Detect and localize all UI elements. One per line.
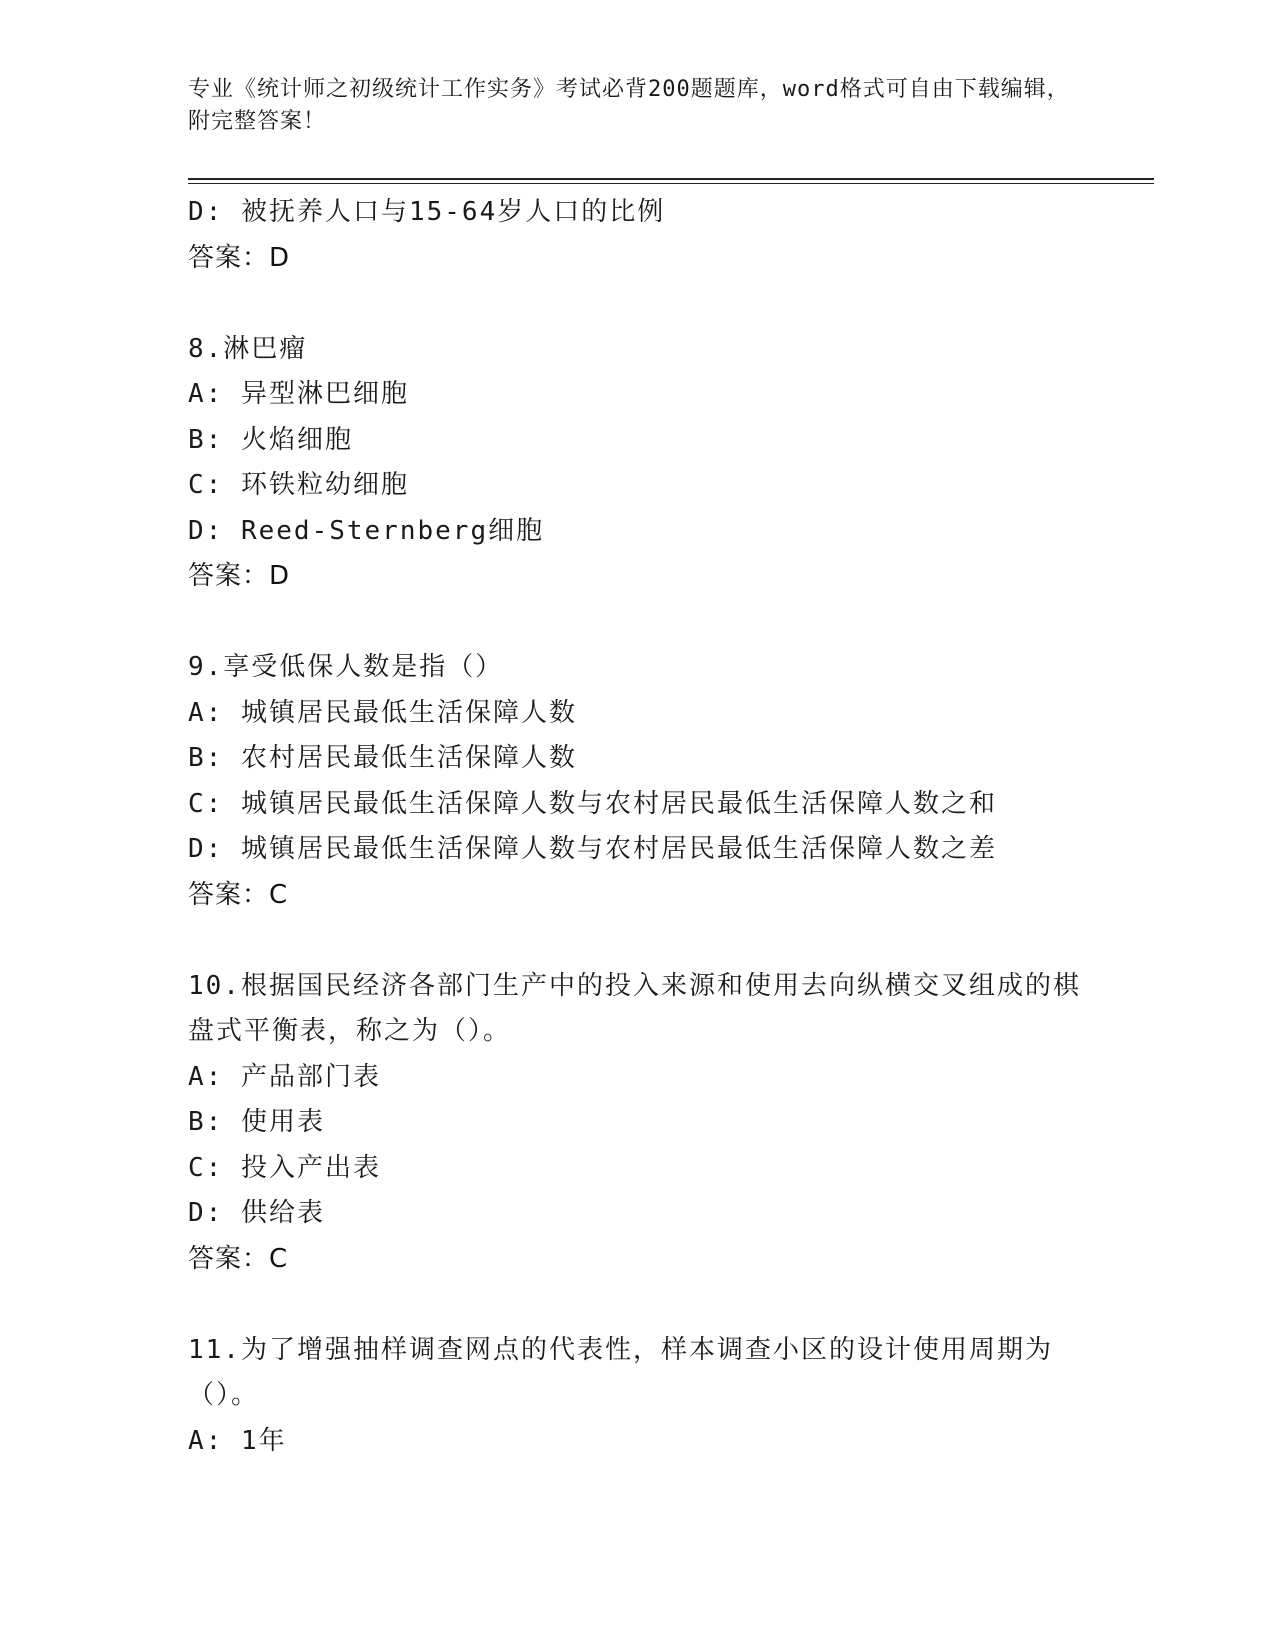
page-header: 专业《统计师之初级统计工作实务》考试必背200题题库，word格式可自由下载编辑，附完整答案！	[188, 77, 1070, 134]
answer-line: 答案：D	[188, 561, 291, 591]
option-a: A: 城镇居民最低生活保障人数	[188, 697, 577, 728]
option-d: D: 城镇居民最低生活保障人数与农村居民最低生活保障人数之差	[188, 834, 997, 864]
option-a: A: 异型淋巴细胞	[188, 379, 409, 409]
option-b: B: 农村居民最低生活保障人数	[188, 743, 577, 773]
answer-line: 答案：C	[188, 1243, 289, 1274]
option-b: B: 使用表	[188, 1107, 325, 1137]
question-stem: 10.根据国民经济各部门生产中的投入来源和使用去向纵横交叉组成的棋盘式平衡表，称之为（）。	[188, 970, 1081, 1046]
question-block-9	[188, 645, 1088, 918]
header-divider-thick	[188, 178, 1154, 180]
spacer	[188, 918, 1088, 964]
question-block-10	[188, 964, 1088, 1283]
option-c: C: 环铁粒幼细胞	[188, 470, 409, 500]
header-divider-thin	[188, 183, 1154, 184]
question-stem: 11.为了增强抽样调查网点的代表性，样本调查小区的设计使用周期为（）。	[188, 1334, 1053, 1410]
option-b: B: 火焰细胞	[188, 424, 353, 455]
option-a: A: 1年	[188, 1425, 287, 1456]
option-c: C: 投入产出表	[188, 1152, 381, 1183]
question-block-11	[188, 1328, 1088, 1465]
question-list	[188, 190, 1088, 1464]
question-block-8	[188, 327, 1088, 600]
option-d: D: 被抚养人口与15-64岁人口的比例	[188, 197, 666, 227]
question-stem: 8.淋巴瘤	[188, 333, 308, 364]
spacer	[188, 281, 1088, 327]
spacer	[188, 600, 1088, 646]
answer-line: 答案：D	[188, 242, 291, 273]
option-d: D: 供给表	[188, 1198, 325, 1228]
answer-line: 答案：C	[188, 879, 289, 910]
spacer	[188, 1282, 1088, 1328]
option-c: C: 城镇居民最低生活保障人数与农村居民最低生活保障人数之和	[188, 788, 997, 819]
question-stem: 9.享受低保人数是指（）	[188, 652, 504, 682]
option-a: A: 产品部门表	[188, 1061, 381, 1092]
option-d: D: Reed-Sternberg细胞	[188, 515, 545, 546]
